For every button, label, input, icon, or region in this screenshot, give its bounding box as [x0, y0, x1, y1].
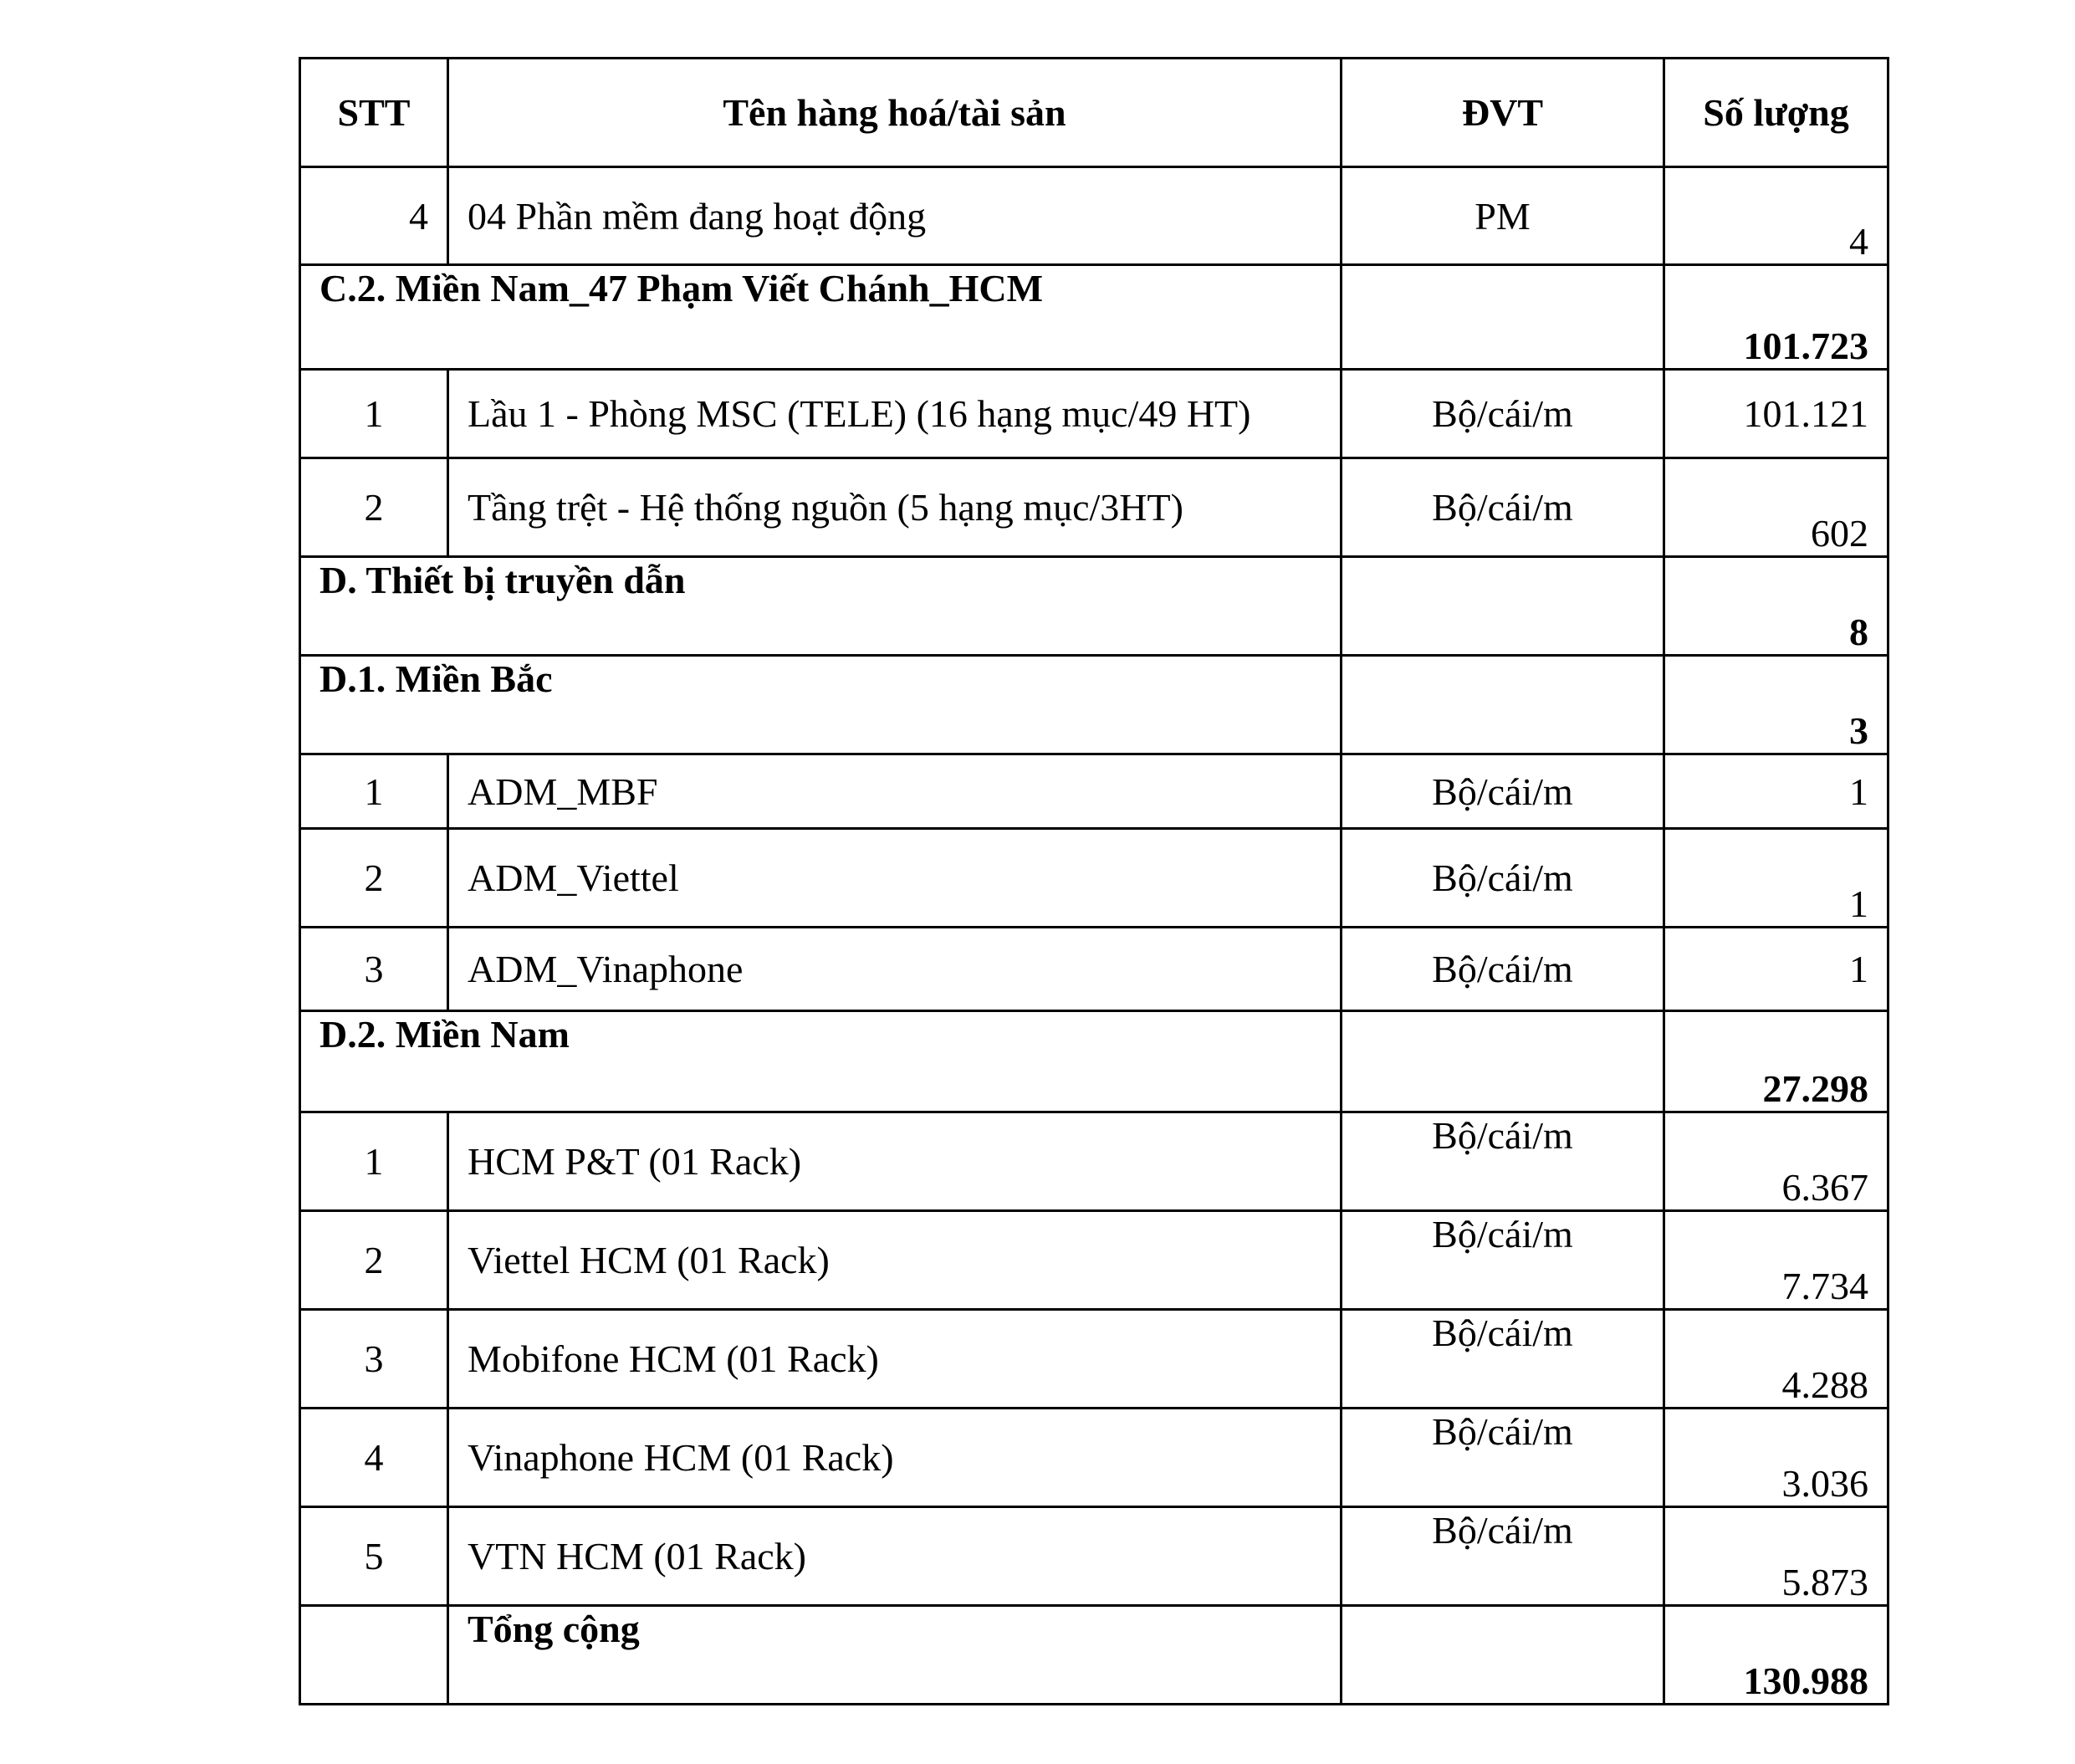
table-header-row — [300, 59, 1888, 167]
row-stt: 5 — [300, 1507, 448, 1606]
section-label: D. Thiết bị truyền dẫn — [300, 557, 1342, 656]
row-stt: 1 — [300, 370, 448, 458]
section-unit-empty — [1342, 557, 1664, 656]
section-unit-empty — [1342, 656, 1664, 754]
table-row — [300, 928, 1888, 1011]
row-qty: 4 — [1664, 167, 1888, 265]
section-label: D.2. Miền Nam — [300, 1011, 1342, 1112]
row-qty: 7.734 — [1664, 1211, 1888, 1310]
row-unit: Bộ/cái/m — [1342, 1409, 1664, 1507]
table-row — [300, 1211, 1888, 1310]
section-unit-empty — [1342, 265, 1664, 370]
table-row — [300, 458, 1888, 557]
row-unit: Bộ/cái/m — [1342, 829, 1664, 928]
row-stt: 1 — [300, 1112, 448, 1211]
section-unit-empty — [1342, 1011, 1664, 1112]
row-stt: 2 — [300, 1211, 448, 1310]
section-label: C.2. Miền Nam_47 Phạm Viết Chánh_HCM — [300, 265, 1342, 370]
section-label: D.1. Miền Bắc — [300, 656, 1342, 754]
table-row — [300, 1112, 1888, 1211]
table-row — [300, 370, 1888, 458]
row-stt: 4 — [300, 167, 448, 265]
row-qty: 6.367 — [1664, 1112, 1888, 1211]
row-name: VTN HCM (01 Rack) — [448, 1507, 1342, 1606]
row-unit: Bộ/cái/m — [1342, 1112, 1664, 1211]
header-stt: STT — [300, 59, 448, 167]
table-row — [300, 1310, 1888, 1409]
row-unit: Bộ/cái/m — [1342, 928, 1664, 1011]
row-stt: 4 — [300, 1409, 448, 1507]
table-row — [300, 754, 1888, 829]
row-name: ADM_Viettel — [448, 829, 1342, 928]
row-stt: 2 — [300, 458, 448, 557]
table-row — [300, 1409, 1888, 1507]
row-name: Lầu 1 - Phòng MSC (TELE) (16 hạng mục/49 HT) — [448, 370, 1342, 458]
row-name: 04 Phần mềm đang hoạt động — [448, 167, 1342, 265]
section-row — [300, 1011, 1888, 1112]
section-row — [300, 557, 1888, 656]
total-row — [300, 1606, 1888, 1705]
total-qty: 130.988 — [1664, 1606, 1888, 1705]
row-qty: 3.036 — [1664, 1409, 1888, 1507]
row-qty: 602 — [1664, 458, 1888, 557]
row-name: ADM_MBF — [448, 754, 1342, 829]
row-qty: 4.288 — [1664, 1310, 1888, 1409]
total-label: Tổng cộng — [448, 1606, 1342, 1705]
table-row — [300, 167, 1888, 265]
total-stt-empty — [300, 1606, 448, 1705]
row-name: Vinaphone HCM (01 Rack) — [448, 1409, 1342, 1507]
section-row — [300, 656, 1888, 754]
table-row — [300, 1507, 1888, 1606]
section-qty: 3 — [1664, 656, 1888, 754]
header-qty: Số lượng — [1664, 59, 1888, 167]
section-qty: 8 — [1664, 557, 1888, 656]
row-name: ADM_Vinaphone — [448, 928, 1342, 1011]
section-qty: 27.298 — [1664, 1011, 1888, 1112]
table-row — [300, 829, 1888, 928]
row-unit: Bộ/cái/m — [1342, 1507, 1664, 1606]
asset-table — [299, 57, 1889, 1705]
row-name: Tầng trệt - Hệ thống nguồn (5 hạng mục/3HT) — [448, 458, 1342, 557]
row-name: Mobifone HCM (01 Rack) — [448, 1310, 1342, 1409]
row-stt: 1 — [300, 754, 448, 829]
row-qty: 5.873 — [1664, 1507, 1888, 1606]
row-name: HCM P&T (01 Rack) — [448, 1112, 1342, 1211]
row-qty: 1 — [1664, 829, 1888, 928]
row-name: Viettel HCM (01 Rack) — [448, 1211, 1342, 1310]
row-qty: 1 — [1664, 928, 1888, 1011]
row-unit: Bộ/cái/m — [1342, 458, 1664, 557]
row-qty: 1 — [1664, 754, 1888, 829]
row-unit: Bộ/cái/m — [1342, 754, 1664, 829]
row-qty: 101.121 — [1664, 370, 1888, 458]
row-stt: 3 — [300, 928, 448, 1011]
total-unit-empty — [1342, 1606, 1664, 1705]
row-unit: Bộ/cái/m — [1342, 1310, 1664, 1409]
row-unit: Bộ/cái/m — [1342, 370, 1664, 458]
header-name: Tên hàng hoá/tài sản — [448, 59, 1342, 167]
section-qty: 101.723 — [1664, 265, 1888, 370]
section-row — [300, 265, 1888, 370]
row-unit: Bộ/cái/m — [1342, 1211, 1664, 1310]
row-stt: 3 — [300, 1310, 448, 1409]
row-stt: 2 — [300, 829, 448, 928]
header-unit: ĐVT — [1342, 59, 1664, 167]
row-unit: PM — [1342, 167, 1664, 265]
